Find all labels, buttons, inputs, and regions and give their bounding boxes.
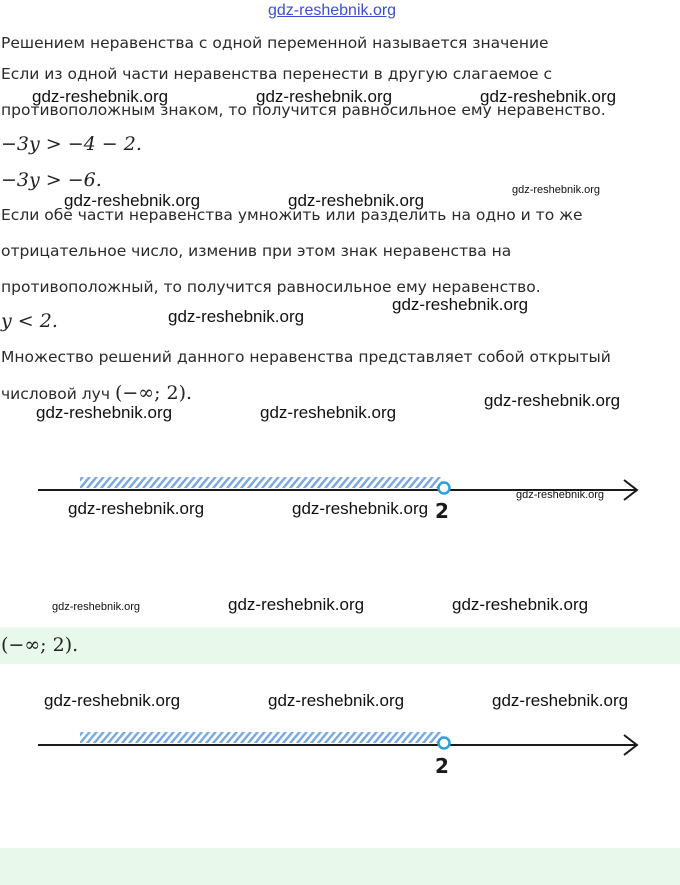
rule-line-1: Если из одной части неравенства перенести в другую слагаемое с: [1, 65, 553, 83]
bottom-band: [0, 848, 680, 885]
watermark: gdz-reshebnik.org: [228, 595, 365, 614]
rule-line-2: противоположным знаком, то получится равносильное ему неравенство.: [1, 101, 606, 119]
watermark: gdz-reshebnik.org: [288, 191, 425, 210]
watermark: gdz-reshebnik.org: [292, 499, 429, 518]
watermark: gdz-reshebnik.org: [260, 403, 397, 422]
shaded-region: [80, 732, 442, 743]
watermark-top-link[interactable]: gdz-reshebnik.org: [268, 2, 397, 19]
watermark: gdz-reshebnik.org: [392, 295, 529, 314]
watermark: gdz-reshebnik.org: [480, 87, 617, 106]
open-point: [439, 483, 450, 494]
answer-interval: (−∞; 2).: [1, 634, 79, 656]
point-label: 2: [435, 499, 449, 523]
rule-line-3: Если обе части неравенства умножить или разделить на одно и то же: [1, 206, 583, 224]
point-label: 2: [435, 754, 449, 778]
interval-inline: (−∞; 2).: [114, 382, 193, 404]
watermark: gdz-reshebnik.org: [512, 184, 601, 196]
open-point: [439, 738, 450, 749]
equation-1: −3y > −4 − 2.: [1, 133, 142, 155]
watermark: gdz-reshebnik.org: [268, 691, 405, 710]
watermark: gdz-reshebnik.org: [36, 403, 173, 422]
watermark: gdz-reshebnik.org: [516, 489, 605, 501]
equation-2: −3y > −6.: [1, 169, 102, 191]
number-line-2: [0, 720, 680, 780]
rule-line-5: противоположный, то получится равносильное ему неравенство.: [1, 278, 541, 296]
rule-line-4: отрицательное число, изменив при этом знак неравенства на: [1, 242, 512, 260]
watermark: gdz-reshebnik.org: [32, 87, 169, 106]
answer-band: [0, 627, 680, 664]
watermark: gdz-reshebnik.org: [64, 191, 201, 210]
conclusion-text: числовой луч: [1, 385, 110, 403]
shaded-region: [80, 477, 442, 488]
watermark: gdz-reshebnik.org: [492, 691, 629, 710]
watermark: gdz-reshebnik.org: [68, 499, 205, 518]
watermark: gdz-reshebnik.org: [452, 595, 589, 614]
equation-3: y < 2.: [1, 310, 58, 332]
watermark: gdz-reshebnik.org: [168, 307, 305, 326]
definition-line: Решением неравенства с одной переменной называется значение: [1, 34, 549, 52]
watermark: gdz-reshebnik.org: [44, 691, 181, 710]
conclusion-line-1: Множество решений данного неравенства представляет собой открытый: [1, 348, 611, 366]
watermark: gdz-reshebnik.org: [52, 601, 141, 613]
watermark: gdz-reshebnik.org: [484, 391, 621, 410]
conclusion-line-2: [1, 382, 192, 404]
watermark: gdz-reshebnik.org: [256, 87, 393, 106]
